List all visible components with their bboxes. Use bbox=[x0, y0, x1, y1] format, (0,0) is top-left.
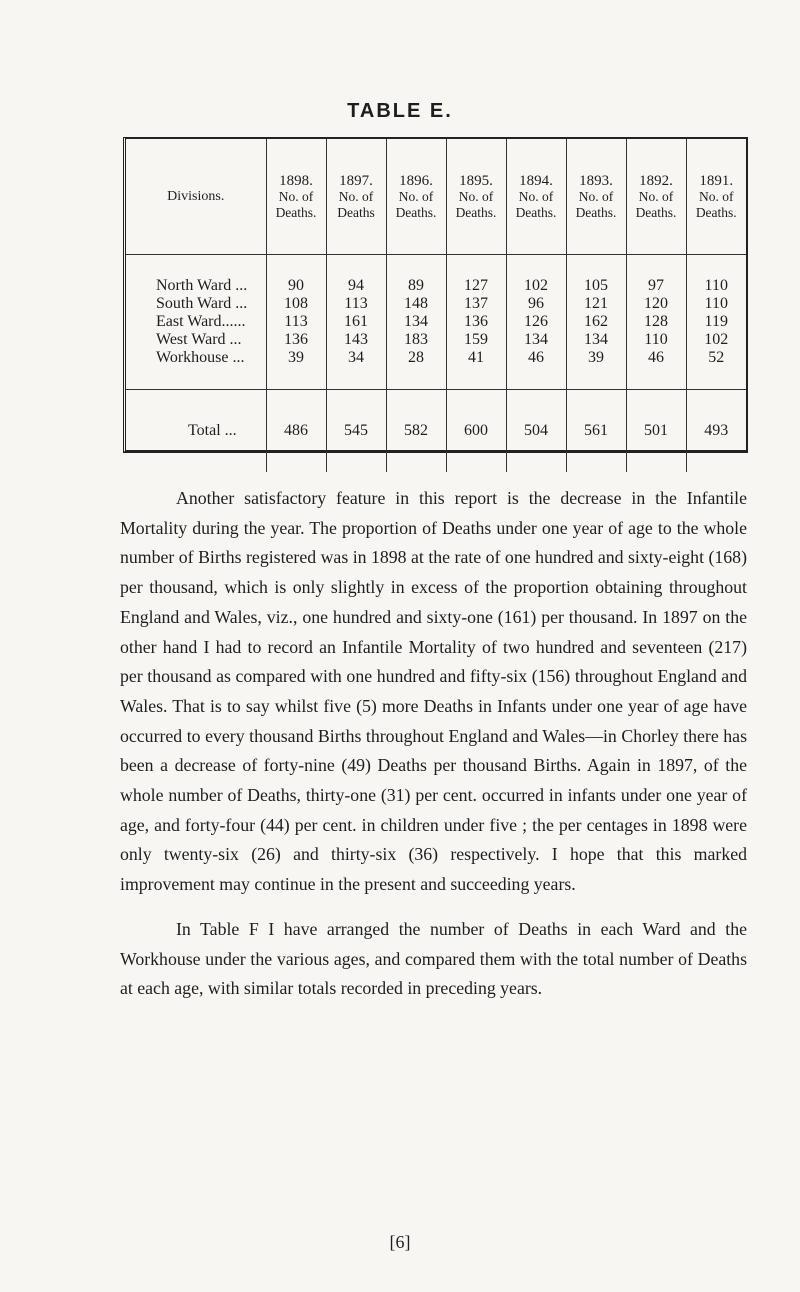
death-count-cell: 119 bbox=[686, 313, 746, 331]
column-subtitle: No. of bbox=[578, 188, 614, 204]
death-count-cell: 94 bbox=[326, 255, 386, 296]
death-count-cell: 39 bbox=[566, 349, 626, 390]
death-count-cell: 34 bbox=[326, 349, 386, 390]
table-row bbox=[126, 313, 746, 331]
total-count-cell: 600 bbox=[446, 390, 506, 473]
column-subtitle: No. of bbox=[638, 188, 674, 204]
total-count-cell: 501 bbox=[626, 390, 686, 473]
death-count-cell: 128 bbox=[626, 313, 686, 331]
total-count-cell: 486 bbox=[266, 390, 326, 473]
table-row bbox=[126, 349, 746, 390]
table-title: TABLE E. bbox=[347, 100, 453, 122]
year-label: 1894. bbox=[519, 172, 553, 189]
division-name: North Ward ... bbox=[156, 277, 248, 294]
deaths-table bbox=[123, 137, 748, 453]
total-count-cell: 545 bbox=[326, 390, 386, 473]
paragraph: In Table F I have arranged the number of Deaths in each Ward and the Workhouse under the various ages, and compared them with the total number of Deaths at each age, with similar totals recorded in preceding years. bbox=[120, 918, 747, 999]
column-subtitle: No. of bbox=[278, 188, 314, 204]
deaths-by-division-table bbox=[126, 139, 746, 472]
division-name: Workhouse ... bbox=[156, 349, 245, 366]
death-count-cell: 126 bbox=[506, 313, 566, 331]
year-column-header bbox=[326, 139, 386, 255]
death-count-cell: 90 bbox=[266, 255, 326, 296]
column-subtitle: Deaths. bbox=[455, 204, 497, 220]
year-column-header bbox=[446, 139, 506, 255]
total-count-cell: 493 bbox=[686, 390, 746, 473]
total-count-cell: 504 bbox=[506, 390, 566, 473]
total-row bbox=[126, 390, 746, 473]
column-subtitle: Deaths. bbox=[575, 204, 617, 220]
death-count-cell: 121 bbox=[566, 295, 626, 313]
year-label: 1891. bbox=[699, 172, 734, 189]
death-count-cell: 113 bbox=[326, 295, 386, 313]
column-subtitle: Deaths. bbox=[635, 204, 677, 220]
year-label: 1896. bbox=[399, 172, 433, 189]
year-label: 1897. bbox=[339, 172, 373, 189]
paragraph: Another satisfactory feature in this report is the decrease in the Infantile Mortality during the year. The proportion of Deaths under one year of age to the whole number of Births registered was in 1898 at the rate of one hundred and sixty-eight (168) per thousand, which is only slightly in excess of the proportion obtaining throughout England and Wales, viz., one hundred and sixty-one (161) per thousand. In 1897 on the other hand I had to record an Infantile Mortality of two hundred and seventeen (217) per thousand as compared with one hundred and fifty-six (156) throughout England and Wales. That is to say whilst five (5) more Deaths in Infants under one year of age have occurred to every thousand Births throughout England and Wales—in Chorley there has been a decrease of forty-nine (49) Deaths per thousand Births. Again in 1897, of the whole number of Deaths, thirty-one (31) per cent. occurred in infants under one year of age, and forty-four (44) per cent. in children under five ; the per centages in 1898 were only twenty-six (26) and thirty-six (36) respectively. I hope that this marked improvement may continue in the present and succeeding years. bbox=[120, 488, 747, 895]
table-row bbox=[126, 255, 746, 296]
death-count-cell: 110 bbox=[686, 255, 746, 296]
column-subtitle: No. of bbox=[458, 188, 494, 204]
death-count-cell: 136 bbox=[446, 313, 506, 331]
column-subtitle: No. of bbox=[338, 188, 374, 204]
death-count-cell: 162 bbox=[566, 313, 626, 331]
death-count-cell: 89 bbox=[386, 255, 446, 296]
death-count-cell: 102 bbox=[686, 331, 746, 349]
table-row bbox=[126, 295, 746, 313]
death-count-cell: 102 bbox=[506, 255, 566, 296]
death-count-cell: 41 bbox=[446, 349, 506, 390]
death-count-cell: 137 bbox=[446, 295, 506, 313]
death-count-cell: 120 bbox=[626, 295, 686, 313]
death-count-cell: 105 bbox=[566, 255, 626, 296]
death-count-cell: 159 bbox=[446, 331, 506, 349]
year-column-header bbox=[566, 139, 626, 255]
column-subtitle: No. of bbox=[398, 188, 434, 204]
death-count-cell: 96 bbox=[506, 295, 566, 313]
year-column-header bbox=[626, 139, 686, 255]
death-count-cell: 148 bbox=[386, 295, 446, 313]
year-column-header bbox=[506, 139, 566, 255]
death-count-cell: 143 bbox=[326, 331, 386, 349]
death-count-cell: 28 bbox=[386, 349, 446, 390]
division-name: South Ward ... bbox=[156, 295, 248, 312]
year-column-header bbox=[386, 139, 446, 255]
death-count-cell: 134 bbox=[566, 331, 626, 349]
death-count-cell: 183 bbox=[386, 331, 446, 349]
column-subtitle: Deaths. bbox=[695, 204, 737, 220]
death-count-cell: 46 bbox=[506, 349, 566, 390]
body-text bbox=[120, 484, 747, 1004]
death-count-cell: 136 bbox=[266, 331, 326, 349]
year-column-header bbox=[266, 139, 326, 255]
total-count-cell: 561 bbox=[566, 390, 626, 473]
divisions-header: Divisions. bbox=[126, 139, 266, 255]
year-column-header bbox=[686, 139, 746, 255]
year-label: 1893. bbox=[579, 172, 613, 189]
division-name: West Ward ... bbox=[156, 331, 242, 348]
year-label: 1892. bbox=[639, 172, 673, 189]
death-count-cell: 39 bbox=[266, 349, 326, 390]
table-header-row bbox=[126, 139, 746, 255]
ward-rows bbox=[126, 255, 746, 390]
death-count-cell: 110 bbox=[686, 295, 746, 313]
column-subtitle: Deaths bbox=[337, 204, 375, 220]
death-count-cell: 97 bbox=[626, 255, 686, 296]
death-count-cell: 110 bbox=[626, 331, 686, 349]
death-count-cell: 52 bbox=[686, 349, 746, 390]
year-label: 1895. bbox=[459, 172, 493, 189]
division-name: East Ward...... bbox=[156, 313, 246, 330]
death-count-cell: 127 bbox=[446, 255, 506, 296]
column-subtitle: No. of bbox=[699, 188, 734, 204]
column-subtitle: Deaths. bbox=[515, 204, 557, 220]
death-count-cell: 108 bbox=[266, 295, 326, 313]
total-label: Total ... bbox=[126, 390, 266, 473]
column-subtitle: No. of bbox=[518, 188, 554, 204]
death-count-cell: 46 bbox=[626, 349, 686, 390]
death-count-cell: 161 bbox=[326, 313, 386, 331]
column-subtitle: Deaths. bbox=[275, 204, 317, 220]
death-count-cell: 113 bbox=[266, 313, 326, 331]
column-subtitle: Deaths. bbox=[395, 204, 437, 220]
table-row bbox=[126, 331, 746, 349]
death-count-cell: 134 bbox=[506, 331, 566, 349]
total-count-cell: 582 bbox=[386, 390, 446, 473]
page-number: [6] bbox=[389, 1232, 411, 1252]
death-count-cell: 134 bbox=[386, 313, 446, 331]
year-label: 1898. bbox=[279, 172, 313, 189]
